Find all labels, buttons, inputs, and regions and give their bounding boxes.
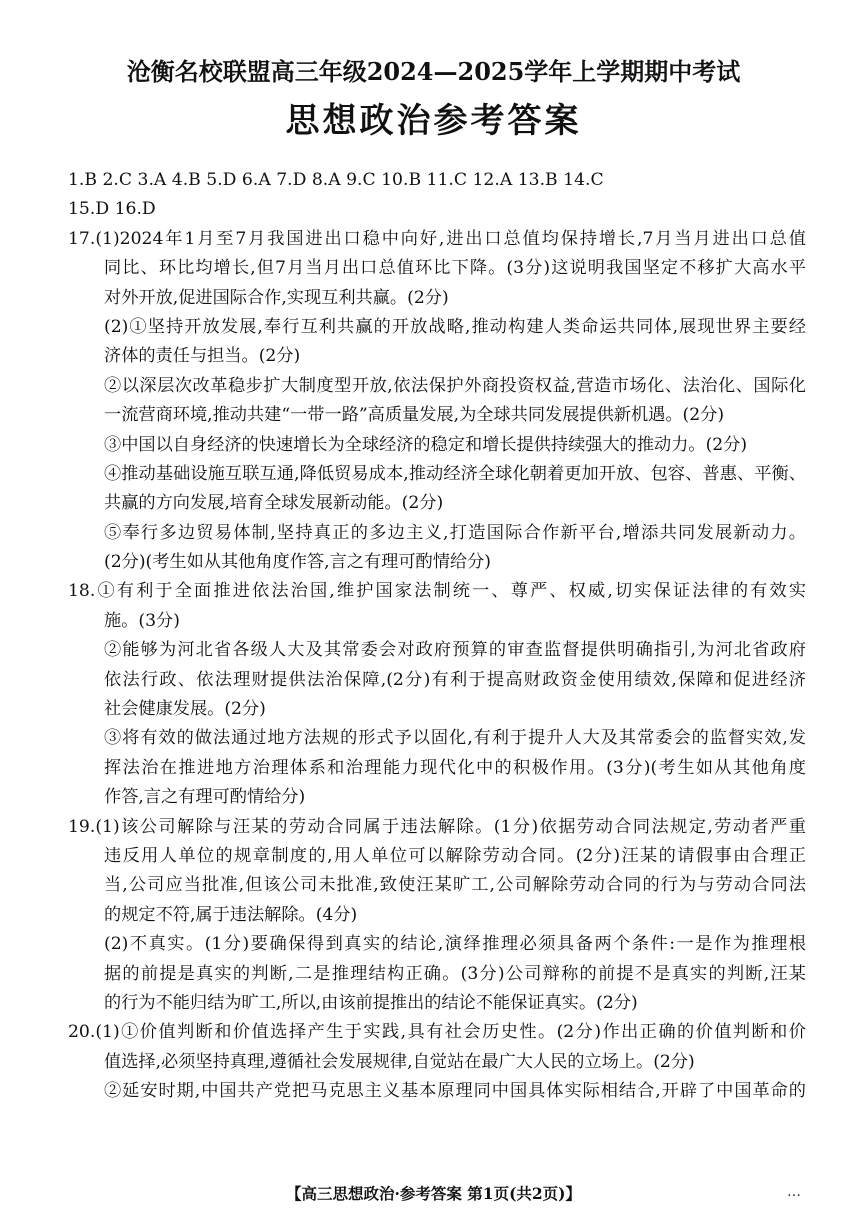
answer-line: 一流营商环境,推动共建“一带一路”高质量发展,为全球共同发展提供新机遇。(2分): [104, 405, 725, 426]
answer-line: 据的前提是真实的判断,二是推理结构正确。(3分)公司辩称的前提不是真实的判断,汪某: [104, 963, 806, 984]
answer-line: 18.①有利于全面推进依法治国,维护国家法制统一、尊严、权威,切实保证法律的有效实: [68, 581, 806, 602]
answer-key-title: 思想政治参考答案: [285, 101, 582, 141]
answer-line: 依法行政、依法理财提供法治保障,(2分)有利于提高财政资金使用绩效,保障和促进经济: [104, 669, 806, 690]
answer-line: (2)不真实。(1分)要确保得到真实的结论,演绎推理必须具备两个条件:一是作为推理根: [104, 934, 806, 955]
answer-line: (2分)(考生如从其他角度作答,言之有理可酌情给分): [104, 552, 491, 573]
exam-title: 沧衡名校联盟高三年级2024—2025学年上学期期中考试: [126, 57, 741, 86]
answer-line: 17.(1)2024年1月至7月我国进出口稳中向好,进出口总值均保持增长,7月当月进出口总值: [68, 228, 806, 249]
answer-line: 挥法治在推进地方治理体系和治理能力现代化中的积极作用。(3分)(考生如从其他角度: [104, 757, 806, 778]
answer-line: 当,公司应当批准,但该公司未批准,致使汪某旷工,公司解除劳动合同的行为与劳动合同法: [104, 875, 806, 896]
answer-line: 的行为不能归结为旷工,所以,由该前提推出的结论不能保证真实。(2分): [104, 992, 638, 1013]
answer-line: (2)①坚持开放发展,奉行互利共赢的开放战略,推动构建人类命运共同体,展现世界主要经: [104, 316, 806, 337]
answer-line: ②能够为河北省各级人大及其常委会对政府预算的审查监督提供明确指引,为河北省政府: [104, 640, 806, 661]
answer-line: 济体的责任与担当。(2分): [104, 346, 301, 367]
answer-line: 同比、环比均增长,但7月当月出口总值环比下降。(3分)这说明我国坚定不移扩大高水平: [104, 258, 806, 279]
answer-line: ④推动基础设施互联互通,降低贸易成本,推动经济全球化朝着更加开放、包容、普惠、平衡、: [104, 463, 806, 484]
answer-line: 共赢的方向发展,培育全球发展新动能。(2分): [104, 493, 444, 514]
answer-line: 的规定不符,属于违法解除。(4分): [104, 904, 358, 925]
answer-line: ②延安时期,中国共产党把马克思主义基本原理同中国具体实际相结合,开辟了中国革命的: [104, 1081, 806, 1102]
answer-line: ②以深层次改革稳步扩大制度型开放,依法保护外商投资权益,营造市场化、法治化、国际化: [104, 375, 806, 396]
answer-line: 作答,言之有理可酌情给分): [104, 787, 306, 808]
answer-line: 1.B 2.C 3.A 4.B 5.D 6.A 7.D 8.A 9.C 10.B 11.C 12.A 13.B 14.C: [68, 170, 604, 190]
answer-line: 19.(1)该公司解除与汪某的劳动合同属于违法解除。(1分)依据劳动合同法规定,劳动者严重: [68, 816, 806, 837]
answer-line: 对外开放,促进国际合作,实现互利共赢。(2分): [104, 287, 449, 308]
answer-line: 值选择,必须坚持真理,遵循社会发展规律,自觉站在最广大人民的立场上。(2分): [104, 1051, 695, 1072]
page-footer: 【高三思想政治·参考答案 第1页(共2页)】: [285, 1184, 582, 1203]
answer-line: 15.D 16.D: [68, 199, 156, 220]
answer-body: [68, 166, 806, 1107]
answer-line: 施。(3分): [104, 610, 180, 631]
answer-line: ③中国以自身经济的快速增长为全球经济的稳定和增长提供持续强大的推动力。(2分): [104, 434, 748, 455]
answer-line: ③将有效的做法通过地方法规的形式予以固化,有利于提升人大及其常委会的监督实效,发: [104, 728, 806, 749]
answer-line: 社会健康发展。(2分): [104, 699, 266, 720]
answer-line: 违反用人单位的规章制度的,用人单位可以解除劳动合同。(2分)汪某的请假事由合理正: [104, 845, 806, 866]
answer-line: 20.(1)①价值判断和价值选择产生于实践,具有社会历史性。(2分)作出正确的价值判断和价: [68, 1022, 806, 1043]
answer-line: ⑤奉行多边贸易体制,坚持真正的多边主义,打造国际合作新平台,增添共同发展新动力。: [104, 522, 806, 543]
footer-corner-mark: …: [787, 1184, 801, 1200]
